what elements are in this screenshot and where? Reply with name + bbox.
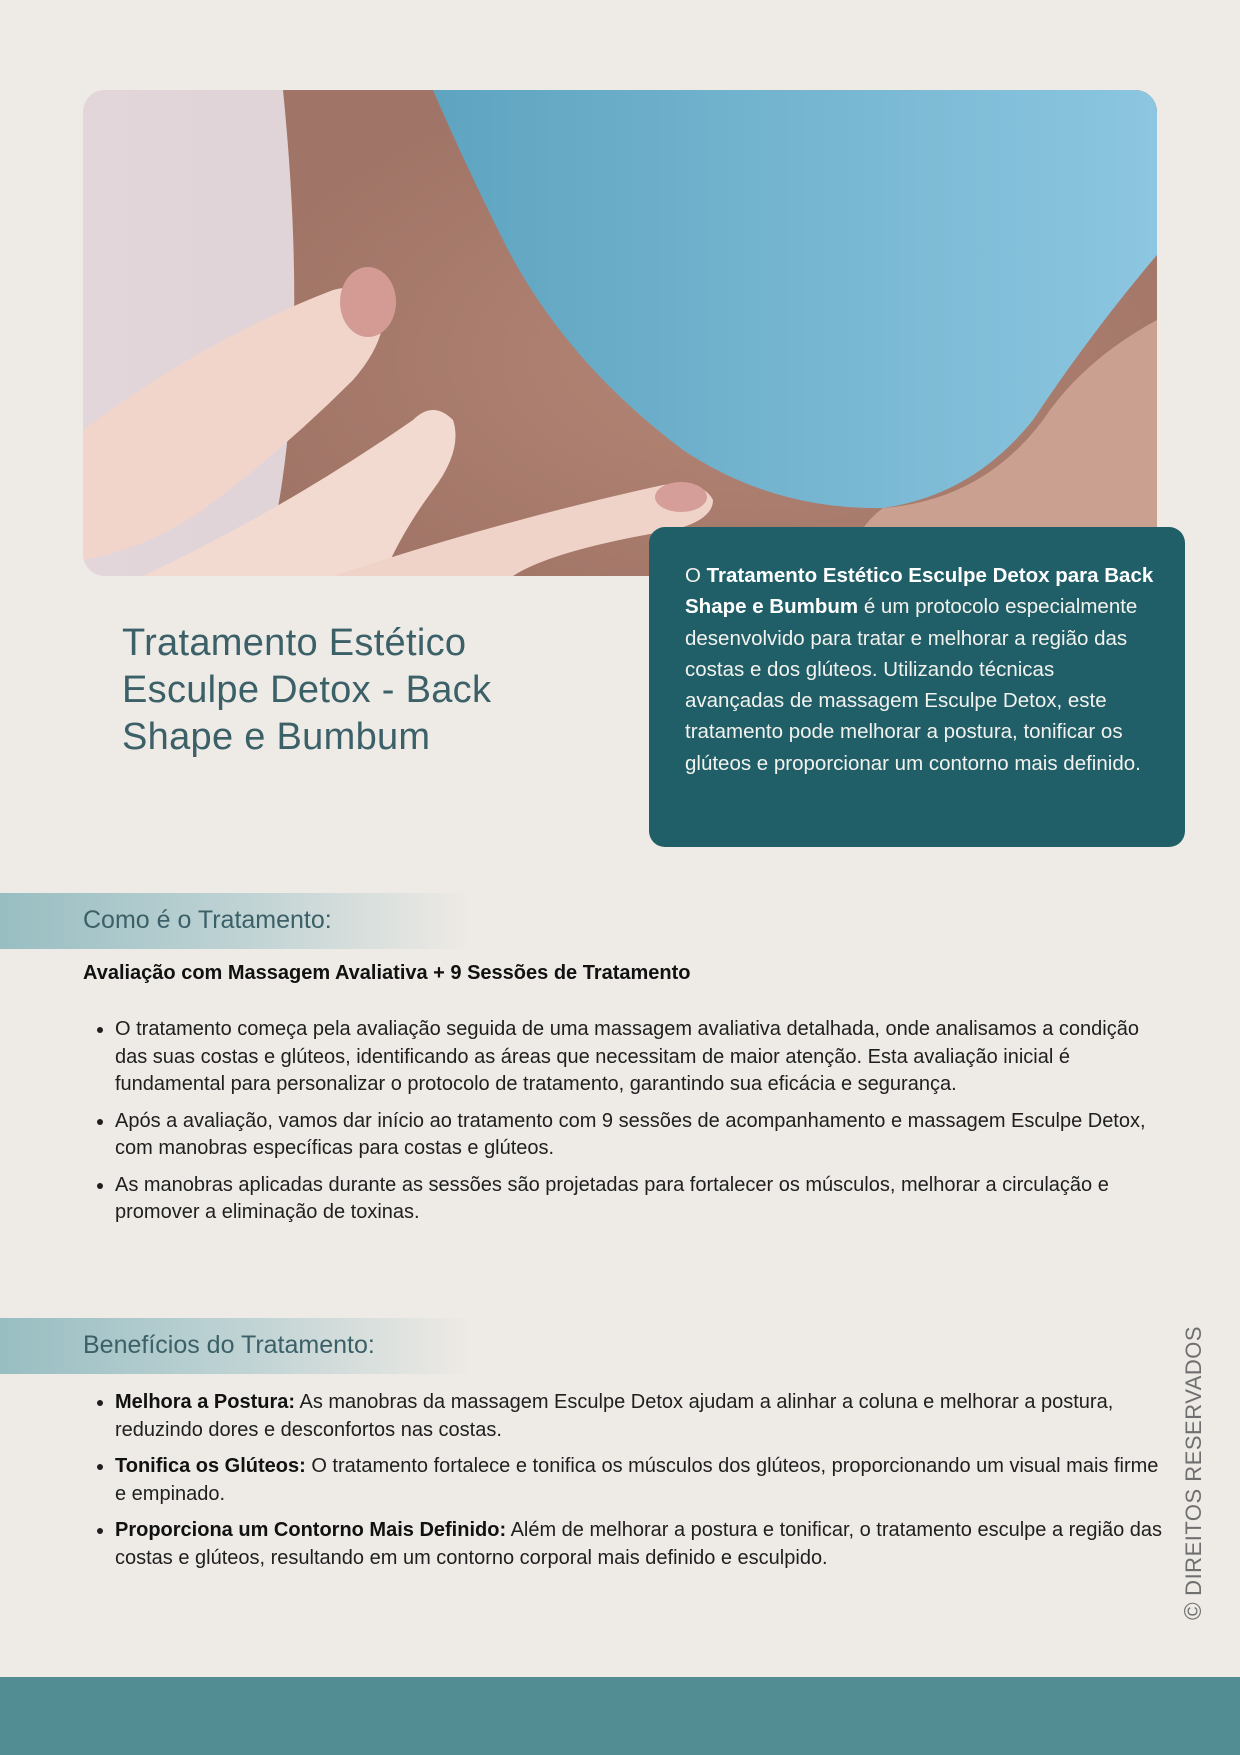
treatment-subtitle: Avaliação com Massagem Avaliativa + 9 Sessões de Tratamento [83,962,691,984]
massage-photo-illustration [83,90,1157,576]
copyright-icon: © [1180,1601,1207,1620]
benefit-label: Proporciona um Contorno Mais Definido: [115,1519,507,1541]
rights-notice [1180,1326,1208,1620]
list-item [115,1453,1165,1508]
benefit-label: Tonifica os Glúteos: [115,1455,306,1477]
list-item: • As manobras aplicadas durante as sessões são projetadas para fortalecer os músculos, melhorar a circulação e promover a eliminação de toxinas. [115,1172,1165,1227]
footer-bar [0,1677,1240,1755]
benefit-text: O tratamento fortalece e tonifica os músculos dos glúteos, proporcionando um visual mais firme e empinado. [115,1455,1159,1505]
intro-text-post: é um protocolo especialmente desenvolvido para tratar e melhorar a região das costas e dos glúteos. Utilizando técnicas avançadas de massagem Esculpe Detox, este tratamento pode melhorar a postura, tonificar os glúteos e proporcionar um contorno mais definido. [685,595,1141,775]
intro-box [649,527,1185,847]
list-item: • O tratamento começa pela avaliação seguida de uma massagem avaliativa detalhada, onde analisamos a condição das suas costas e glúteos, identificando as áreas que necessitam de maior atenção. Esta avaliação inicial é fundamental para personalizar o protocolo de tratamento, garantindo sua eficácia e segurança. [115,1016,1165,1099]
section-title-benefits: Benefícios do Tratamento: [83,1331,375,1359]
rights-text: DIREITOS RESERVADOS [1181,1325,1206,1596]
benefit-text: Além de melhorar a postura e tonificar, o tratamento esculpe a região das costas e glúteos, resultando em um contorno corporal mais definido e esculpido. [115,1519,1163,1569]
page-title: Tratamento Estético Esculpe Detox - Back Shape e Bumbum [122,622,492,758]
benefit-text: As manobras da massagem Esculpe Detox ajudam a alinhar a coluna e melhorar a postura, reduzindo dores e desconfortos nas costas. [115,1391,1114,1441]
treatment-list [83,1016,1165,1236]
list-item [115,1389,1165,1444]
benefits-list [83,1389,1165,1581]
intro-text-bold: Tratamento Estético Esculpe Detox para Back Shape e Bumbum [685,564,1154,619]
section-title-treatment: Como é o Tratamento: [83,906,332,934]
benefit-label: Melhora a Postura: [115,1391,296,1413]
intro-text-pre: O [685,564,707,587]
list-item: • Após a avaliação, vamos dar início ao tratamento com 9 sessões de acompanhamento e massagem Esculpe Detox, com manobras específicas para costas e glúteos. [115,1108,1165,1163]
list-item [115,1517,1165,1572]
hero-photo [83,90,1157,576]
